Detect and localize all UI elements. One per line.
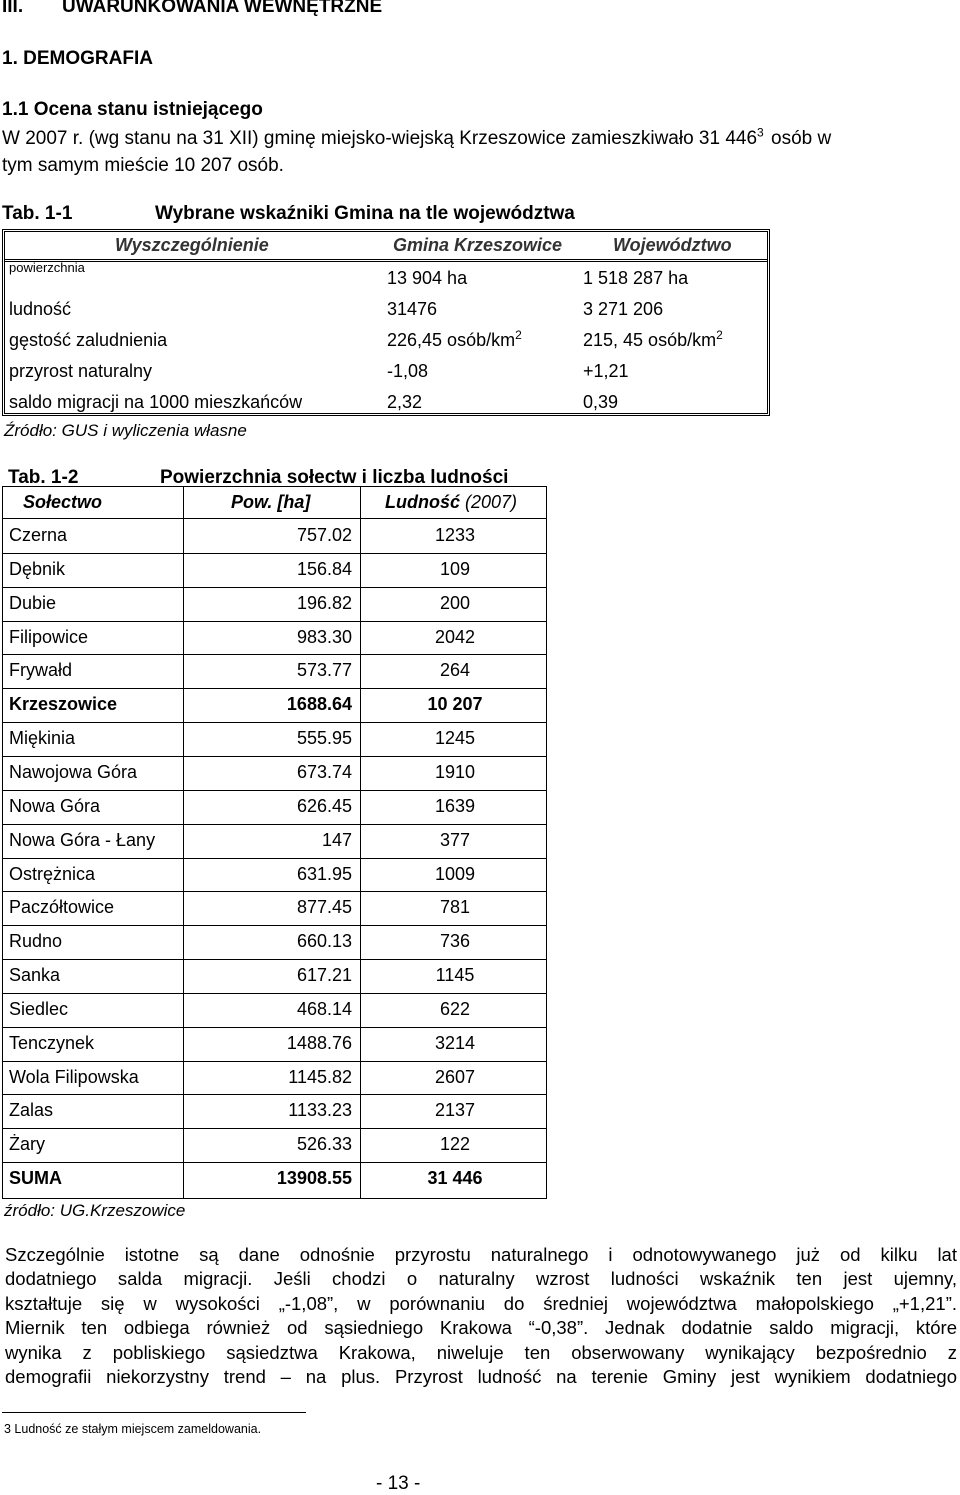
table2-cell-ludnosc: 2607	[434, 1066, 476, 1087]
table2-header-ludnosc-label: Ludność	[385, 492, 460, 512]
table2-cell-pow: 573.77	[296, 660, 352, 681]
table2-cell-pow: 877.45	[296, 897, 352, 918]
table2-cell-solectwo: Dębnik	[9, 558, 66, 579]
row-divider	[3, 824, 546, 825]
table2-cell-ludnosc: 2137	[434, 1100, 476, 1121]
table2-cell-pow: 660.13	[296, 931, 352, 952]
table2-cell-solectwo: SUMA	[9, 1168, 62, 1189]
table1-header: Wyszczególnienie	[115, 235, 269, 255]
intro-line-1-end: osób w	[771, 128, 832, 149]
table2-cell-solectwo: Nawojowa Góra	[9, 761, 138, 782]
table2-cell-solectwo: Czerna	[9, 525, 68, 545]
table2-cell-pow: 13908.55	[276, 1168, 352, 1189]
table2-cell-ludnosc: 1233	[434, 525, 476, 545]
table1-cell-woj	[583, 330, 723, 351]
paragraph-line: wynika z pobliskiego sąsiedztwa Krakowa, niweluje ten obserwowany wynikający bezpośrednio z	[5, 1341, 957, 1363]
table2-cell-pow: 1488.76	[286, 1032, 352, 1053]
table2-cell-pow: 526.33	[296, 1134, 352, 1155]
table2-cell-solectwo: Filipowice	[9, 626, 89, 647]
table2-cell-solectwo: Nowa Góra - Łany	[9, 829, 156, 850]
table2-cell-pow: 196.82	[296, 592, 352, 613]
body-paragraph	[5, 1243, 957, 1389]
table1-cell-gmina: 13 904 ha	[387, 268, 468, 288]
table2	[2, 486, 547, 1199]
table2-cell-pow: 156.84	[296, 558, 352, 579]
table2-cell-ludnosc: 736	[439, 931, 471, 952]
table1-source: Źródło: GUS i wyliczenia własne	[4, 421, 247, 440]
row-divider	[3, 587, 546, 588]
table1-cell-woj: +1,21	[583, 361, 629, 381]
row-divider	[3, 891, 546, 892]
table2-cell-solectwo: Siedlec	[9, 998, 69, 1019]
row-divider	[3, 1128, 546, 1129]
table2-cell-ludnosc: 10 207	[427, 694, 483, 715]
table2-cell-solectwo: Zalas	[9, 1100, 54, 1121]
row-divider	[3, 959, 546, 960]
row-divider	[3, 1162, 546, 1163]
table1-title: Wybrane wskaźniki Gmina na tle województwa	[155, 203, 575, 224]
table2-cell-pow: 617.21	[296, 965, 352, 986]
subchapter-heading: 1.1 Ocena stanu istniejącego	[2, 99, 263, 120]
table2-cell-pow: 673.74	[296, 761, 352, 782]
table2-header-year: (2007)	[460, 492, 518, 512]
table1-cell-gmina	[387, 330, 522, 351]
row-divider	[3, 858, 546, 859]
page-number: - 13 -	[376, 1473, 421, 1494]
table1-cell-gmina: 31476	[387, 299, 438, 319]
table2-cell-pow: 757.02	[296, 525, 352, 545]
table2-cell-pow: 1133.23	[288, 1100, 352, 1121]
table2-cell-solectwo: Wola Filipowska	[9, 1066, 139, 1087]
row-divider	[3, 1094, 546, 1095]
row-divider	[3, 654, 546, 655]
paragraph-line: kształtuje się w wysokości „-1,08”, w porównaniu do średniej województwa małopolskiego „+1,21”.	[5, 1292, 957, 1314]
table1-cell-woj: 1 518 287 ha	[583, 268, 689, 288]
paragraph-line: Szczególnie istotne są dane odnośnie przyrostu naturalnego i odnotowywanego już od kilku lat	[5, 1244, 957, 1265]
table2-cell-solectwo: Nowa Góra	[9, 795, 101, 816]
row-divider	[3, 756, 546, 757]
table2-cell-ludnosc: 622	[439, 998, 471, 1019]
table1-header: Gmina Krzeszowice	[393, 235, 563, 255]
table2-header-ludnosc	[385, 492, 517, 513]
table2-header-pow: Pow. [ha]	[231, 492, 311, 512]
column-divider	[183, 487, 184, 1198]
table2-cell-solectwo: Paczółtowice	[9, 897, 115, 918]
table2-cell-pow: 555.95	[296, 728, 352, 749]
table2-cell-ludnosc: 377	[439, 829, 471, 850]
header-divider	[3, 518, 546, 519]
table2-cell-solectwo: Krzeszowice	[9, 694, 118, 715]
table1-cell-name: przyrost naturalny	[9, 361, 153, 381]
row-divider	[3, 993, 546, 994]
table2-cell-ludnosc: 1145	[435, 965, 475, 986]
table2-header-solectwo: Sołectwo	[23, 492, 103, 512]
paragraph-line: Miernik ten odbiega również od sąsiedniego Krakowa “-0,38”. Jednak dodatnie saldo migracji, które	[5, 1317, 957, 1339]
table2-cell-solectwo: Rudno	[9, 931, 63, 952]
intro-line-1	[2, 125, 832, 150]
table2-cell-solectwo: Tenczynek	[9, 1032, 95, 1053]
table2-cell-ludnosc: 31 446	[427, 1168, 483, 1189]
table1-cell-name: gęstość zaludnienia	[9, 330, 168, 350]
table2-cell-pow: 983.30	[296, 626, 352, 647]
table2-title: Powierzchnia sołectw i liczba ludności	[160, 467, 509, 488]
footnote-rule	[2, 1412, 306, 1413]
section-title: UWARUNKOWANIA WEWNĘTRZNE	[62, 0, 383, 17]
table2-cell-ludnosc: 3214	[434, 1032, 476, 1053]
intro-line-2: tym samym mieście 10 207 osób.	[2, 155, 284, 176]
table1-cell-name: powierzchnia	[9, 260, 85, 275]
paragraph-line: demografii niekorzystny trend – na plus. Przyrost ludność na terenie Gminy jest wynikiem dodatniego	[5, 1366, 957, 1388]
table1	[2, 229, 770, 416]
row-divider	[3, 790, 546, 791]
table2-cell-solectwo: Miękinia	[9, 728, 76, 749]
table2-cell-pow: 1688.64	[286, 694, 352, 715]
table2-cell-ludnosc: 1910	[434, 761, 476, 782]
table2-cell-ludnosc: 2042	[434, 626, 476, 647]
table2-cell-ludnosc: 1245	[434, 728, 476, 749]
row-divider	[3, 688, 546, 689]
table1-label: Tab. 1-1	[2, 203, 73, 224]
table2-cell-pow: 147	[321, 829, 352, 850]
footnote: 3 Ludność ze stałym miejscem zameldowania.	[4, 1422, 262, 1436]
row-divider	[3, 722, 546, 723]
row-divider	[3, 925, 546, 926]
table2-cell-ludnosc: 264	[439, 660, 471, 681]
section-number: III.	[2, 0, 24, 17]
row-divider	[3, 553, 546, 554]
table2-cell-ludnosc: 1639	[434, 795, 476, 816]
chapter-heading: 1. DEMOGRAFIA	[2, 48, 153, 69]
row-divider	[3, 1027, 546, 1028]
table1-cell-woj-text: 215, 45 osób/km	[583, 330, 717, 350]
table2-cell-ludnosc: 781	[439, 897, 471, 918]
table2-cell-pow: 468.14	[296, 998, 352, 1019]
table2-cell-pow: 631.95	[296, 863, 352, 884]
table2-cell-ludnosc: 122	[439, 1134, 471, 1155]
row-divider	[3, 1061, 546, 1062]
table1-cell-gmina: 2,32	[387, 392, 423, 412]
paragraph-line: dodatniego salda migracji. Jeśli chodzi o naturalny wzrost ludności wskaźnik ten jest ujemny,	[5, 1268, 957, 1290]
table2-cell-ludnosc: 1009	[434, 863, 476, 884]
table2-cell-solectwo: Sanka	[9, 965, 61, 986]
table1-cell-gmina: -1,08	[387, 361, 429, 381]
table2-cell-solectwo: Żary	[9, 1134, 45, 1155]
superscript: 2	[716, 328, 723, 342]
superscript: 2	[515, 328, 522, 342]
table1-cell-gmina-text: 226,45 osób/km	[387, 330, 516, 350]
table1-cell-name: ludność	[9, 299, 72, 319]
table1-cell-woj: 3 271 206	[583, 299, 664, 319]
table1-cell-woj: 0,39	[583, 392, 619, 412]
table1-header-row	[5, 232, 767, 262]
table2-cell-solectwo: Dubie	[9, 592, 57, 613]
table2-cell-solectwo: Ostrężnica	[9, 863, 96, 884]
table2-cell-ludnosc: 109	[439, 558, 471, 579]
row-divider	[3, 621, 546, 622]
table1-header: Województwo	[613, 235, 732, 255]
table2-cell-pow: 1145.82	[288, 1066, 352, 1087]
table2-label: Tab. 1-2	[8, 467, 79, 488]
table2-cell-pow: 626.45	[296, 795, 352, 816]
footnote-ref: 3	[757, 125, 764, 140]
table2-cell-ludnosc: 200	[439, 592, 471, 613]
intro-line-1-text: W 2007 r. (wg stanu na 31 XII) gminę miejsko-wiejską Krzeszowice zamieszkiwało 31 446	[2, 128, 758, 149]
table1-cell-name: saldo migracji na 1000 mieszkańców	[9, 392, 303, 412]
table2-cell-solectwo: Frywałd	[9, 660, 73, 681]
table2-source: źródło: UG.Krzeszowice	[4, 1201, 186, 1220]
